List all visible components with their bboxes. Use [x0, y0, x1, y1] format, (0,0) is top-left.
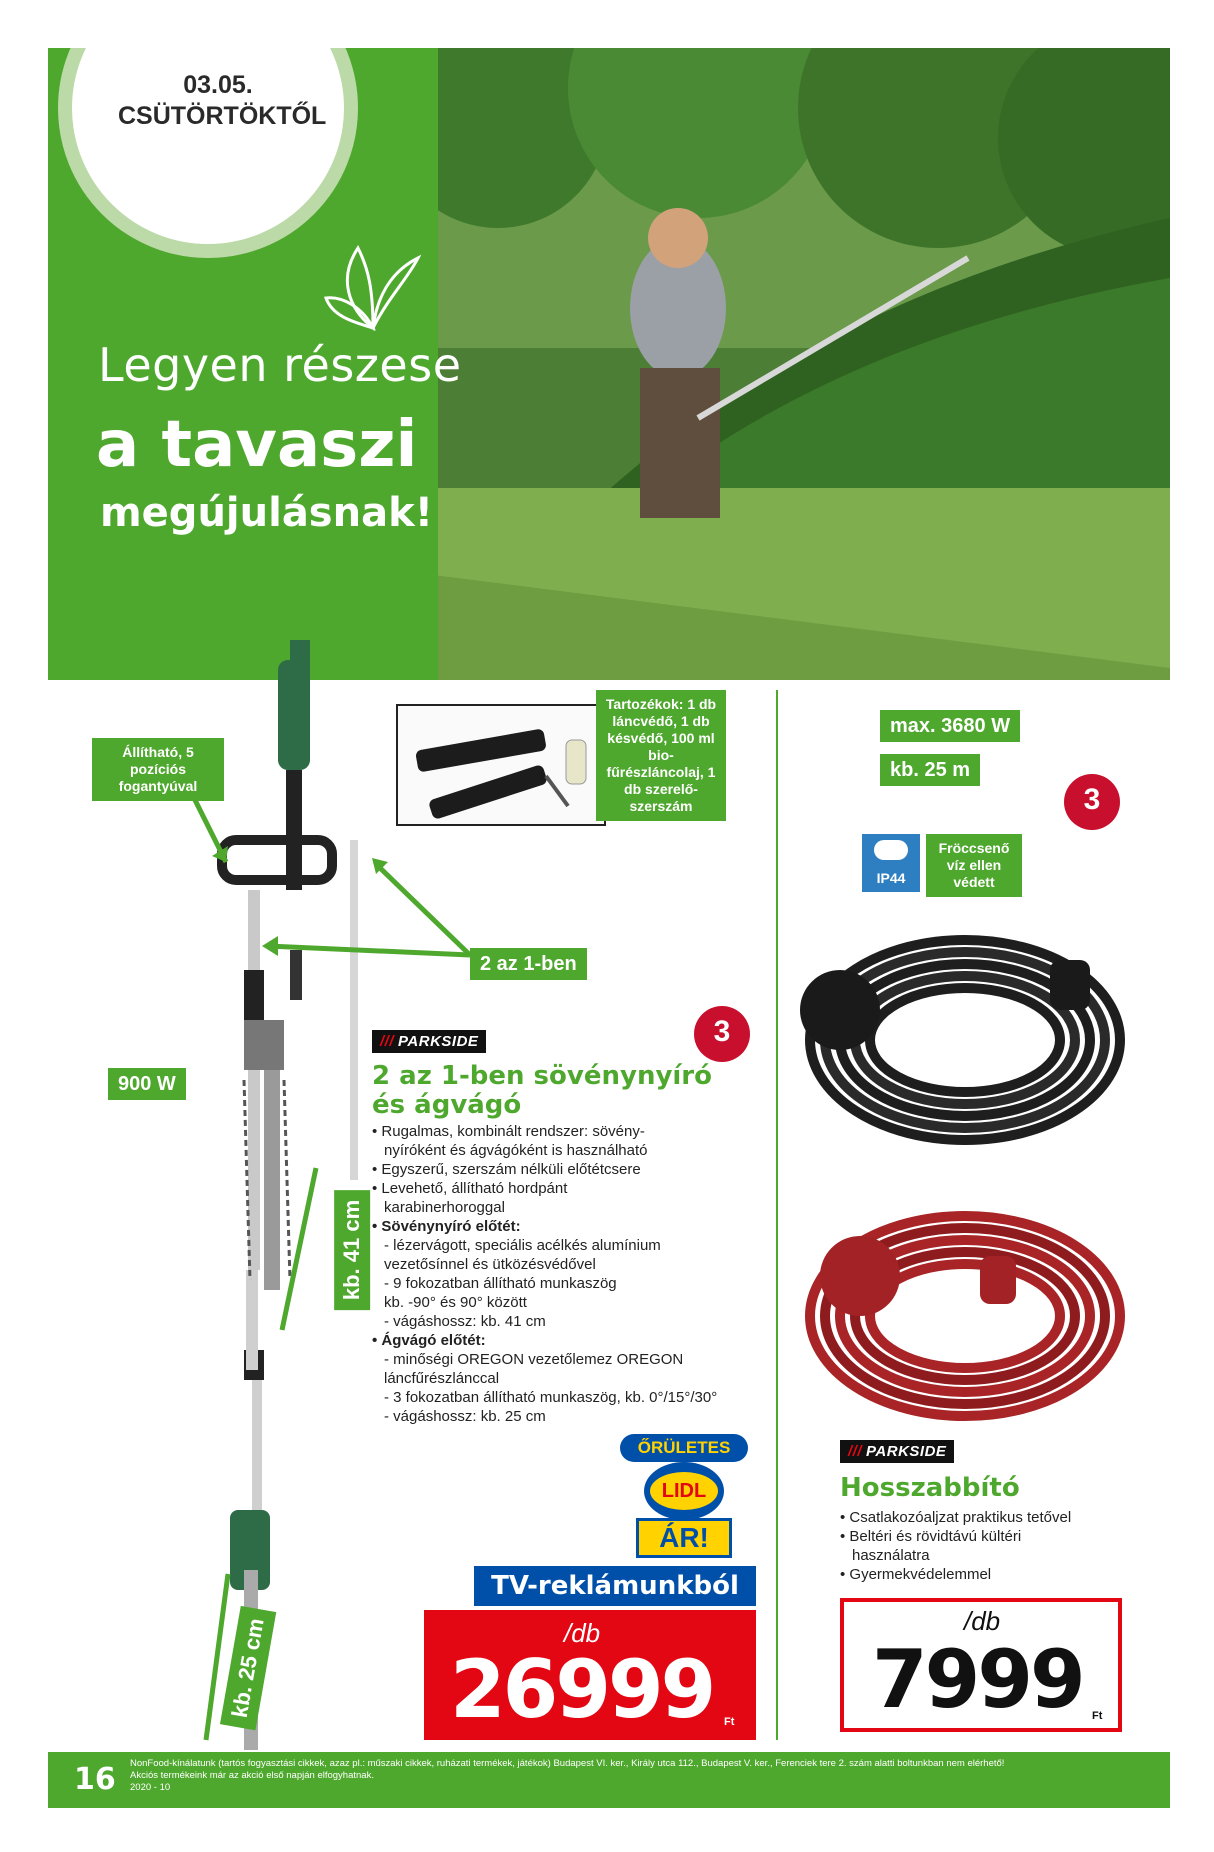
tag-max-power: max. 3680 W	[880, 710, 1020, 742]
product1-title-line2: és ágvágó	[372, 1090, 522, 1120]
warranty-badge	[694, 1006, 750, 1062]
feature-line: karabinerhoroggal	[384, 1199, 505, 1216]
price-unit: /db	[564, 1618, 601, 1648]
spec-line: láncfűrészlánccal	[384, 1370, 500, 1387]
badge-top-text: ŐRÜLETES	[620, 1434, 748, 1462]
spec-line: - lézervágott, speciális acélkés alumínium	[384, 1237, 661, 1254]
tag-blade-25cm: kb. 25 cm	[220, 1606, 276, 1731]
headline-line1: Legyen részese	[98, 338, 462, 392]
footer-line2: Akciós termékeink már az akció első napján elfogyhatnak.	[130, 1770, 374, 1781]
lidl-crazy-price-badge	[614, 1434, 754, 1564]
tv-banner: TV-reklámunkból	[474, 1566, 756, 1606]
column-divider	[776, 690, 778, 1740]
red-extension-cord-image	[790, 1186, 1130, 1426]
headline-line3: megújulásnak!	[100, 490, 433, 536]
accessories-illustration	[398, 706, 604, 824]
tag-2in1: 2 az 1-ben	[470, 948, 587, 980]
price-box-2	[840, 1598, 1122, 1732]
brand-slash-icon: ///	[848, 1443, 863, 1460]
rain-cloud-icon	[874, 840, 908, 860]
tag-length: kb. 25 m	[880, 754, 980, 786]
spec-line: kb. -90° és 90° között	[384, 1294, 527, 1311]
price-amount: 7999	[872, 1633, 1083, 1726]
product1-title	[372, 1062, 712, 1120]
footer-line3: 2020 - 10	[130, 1782, 171, 1793]
price-currency: Ft	[1092, 1710, 1103, 1722]
price-box-1	[424, 1610, 756, 1740]
feature-line: • Beltéri és rövidtávú kültéri	[840, 1528, 1022, 1545]
footer	[48, 1752, 1170, 1808]
feature-line: • Gyermekvédelemmel	[840, 1566, 992, 1583]
feature-line: használatra	[852, 1547, 930, 1564]
warranty-years: 3	[1083, 783, 1101, 816]
ip44-badge	[862, 834, 920, 892]
badge-bottom-text: ÁR!	[636, 1518, 732, 1558]
tag-accessories: Tartozékok: 1 db láncvédő, 1 db késvédő, 100 ml bio-fűrészláncolaj, 1 db szerelő-szerszám	[596, 690, 726, 821]
warranty-years: 3	[713, 1015, 731, 1048]
tag-handle: Állítható, 5 pozíciós fogantyúval	[92, 738, 224, 801]
lidl-logo-icon	[644, 1462, 724, 1520]
brand-parkside-2	[840, 1440, 954, 1463]
brand-slash-icon: ///	[380, 1033, 395, 1050]
price-amount: 26999	[450, 1643, 714, 1736]
footer-line1: NonFood-kínálatunk (tartós fogyasztási cikkek, azaz pl.: műszaki cikkek, ruházati termékek, játékok) Budapest VI. ker., Király utca 112., Budapest V. ker., Ferenciek tere 2. szám alatti boltunkban nem elérhető!	[130, 1758, 1005, 1769]
product1-features	[372, 1122, 772, 1426]
product1-title-line1: 2 az 1-ben sövénynyíró	[372, 1061, 712, 1091]
hedge-head: • Sövénynyíró előtét:	[372, 1218, 521, 1235]
product2-title: Hosszabbító	[840, 1473, 1020, 1503]
tag-splash-proof: Fröccsenő víz ellen védett	[926, 834, 1022, 897]
lidl-logo-text: LIDL	[650, 1472, 718, 1510]
spec-line: - vágáshossz: kb. 25 cm	[384, 1408, 546, 1425]
feature-line: nyíróként és ágvágóként is használható	[384, 1142, 648, 1159]
spec-line: - vágáshossz: kb. 41 cm	[384, 1313, 546, 1330]
warranty-badge-2	[1064, 774, 1120, 830]
product2-features	[840, 1508, 1140, 1584]
brand-name: PARKSIDE	[866, 1443, 947, 1460]
brand-name: PARKSIDE	[398, 1033, 479, 1050]
footer-disclaimer	[130, 1758, 1150, 1794]
accessories-image	[396, 704, 606, 826]
feature-line: • Rugalmas, kombinált rendszer: sövény-	[372, 1123, 645, 1140]
feature-line: • Csatlakozóaljzat praktikus tetővel	[840, 1509, 1072, 1526]
page-number: 16	[74, 1762, 116, 1797]
feature-line: • Egyszerű, szerszám nélküli előtétcsere	[372, 1161, 641, 1178]
brand-parkside-1	[372, 1030, 486, 1053]
tag-blade-41cm: kb. 41 cm	[334, 1190, 370, 1310]
spec-line: - 9 fokozatban állítható munkaszög	[384, 1275, 617, 1292]
price-currency: Ft	[724, 1716, 735, 1728]
date-line1: 03.05.	[183, 71, 253, 99]
date-line2: CSÜTÖRTÖKTŐL	[118, 102, 327, 130]
tag-power-900w: 900 W	[108, 1068, 186, 1100]
ip-label: IP44	[876, 870, 906, 886]
price-unit: /db	[964, 1606, 1001, 1636]
black-extension-cord-image	[790, 920, 1130, 1150]
spec-line: - 3 fokozatban állítható munkaszög, kb. 0°/15°/30°	[384, 1389, 718, 1406]
branch-head: • Ágvágó előtét:	[372, 1332, 486, 1349]
feature-line: • Levehető, állítható hordpánt	[372, 1180, 568, 1197]
spec-line: - minőségi OREGON vezetőlemez OREGON	[384, 1351, 684, 1368]
spec-line: vezetősínnel és ütközésvédővel	[384, 1256, 596, 1273]
headline-line2: a tavaszi	[96, 408, 418, 482]
